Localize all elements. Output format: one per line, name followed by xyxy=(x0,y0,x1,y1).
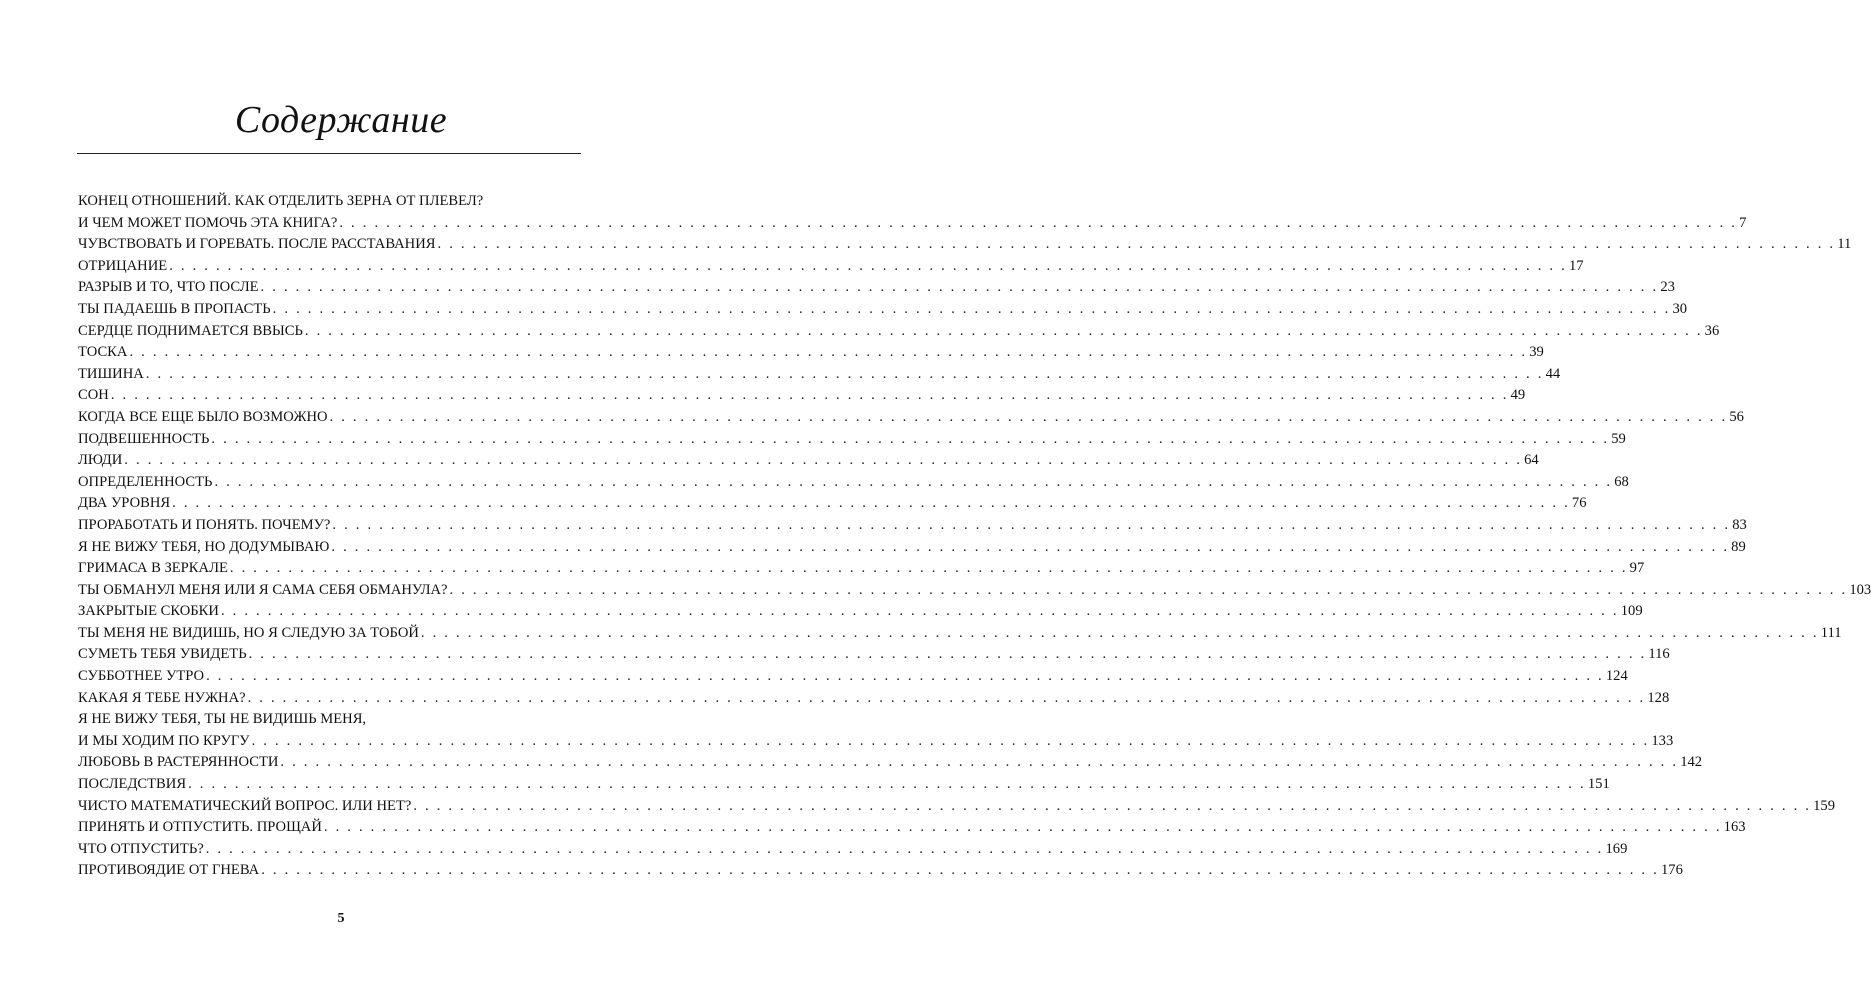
toc-entry-page: 30 xyxy=(1672,300,1688,317)
dot-leader: . . . . . . . . . . . . . . . . . . . . . . . . . . . . . . . . . . . . . . . . . . . . . . . . . . . . . . . . . . . . . . . . . . . . . . . . . . . . . . . . . . . . . . . . . . . . . . . . . . . . . . . . . . . . . . . . . . . . . . . . xyxy=(229,560,1628,577)
dot-leader: . . . . . . . . . . . . . . . . . . . . . . . . . . . . . . . . . . . . . . . . . . . . . . . . . . . . . . . . . . . . . . . . . . . . . . . . . . . . . . . . . . . . . . . . . . . . . . . . . . . . . . . . . . . . . . . . . . . . . . . . xyxy=(206,668,1604,685)
toc-entry xyxy=(78,234,1852,256)
toc-entry xyxy=(78,752,1703,774)
toc-entry xyxy=(78,709,580,731)
toc-entry-title: ОТРИЦАНИЕ xyxy=(78,257,168,274)
toc-entry-title: И ЧЕМ МОЖЕТ ПОМОЧЬ ЭТА КНИГА? xyxy=(78,214,338,231)
toc-entry-page: 151 xyxy=(1587,776,1610,793)
toc-entry-title: КОНЕЦ ОТНОШЕНИЙ. КАК ОТДЕЛИТЬ ЗЕРНА ОТ ПЛЕВЕЛ? xyxy=(78,193,484,209)
toc-entry xyxy=(78,493,1587,515)
toc-entry xyxy=(78,450,1539,472)
toc-entry-page: 11 xyxy=(1837,236,1852,253)
toc-entry-title: ЛЮДИ xyxy=(78,452,123,469)
toc-entry xyxy=(78,515,1747,537)
toc-entry-page: 133 xyxy=(1651,732,1674,749)
toc-entry-page: 76 xyxy=(1571,495,1587,512)
dot-leader: . . . . . . . . . . . . . . . . . . . . . . . . . . . . . . . . . . . . . . . . . . . . . . . . . . . . . . . . . . . . . . . . . . . . . . . . . . . . . . . . . . . . . . . . . . . . . . . . . . . . . . . . . . . . . . . . . . . . . . . . xyxy=(169,257,1567,274)
toc-entry-page: 49 xyxy=(1510,387,1526,404)
dot-leader: . . . . . . . . . . . . . . . . . . . . . . . . . . . . . . . . . . . . . . . . . . . . . . . . . . . . . . . . . . . . . . . . . . . . . . . . . . . . . . . . . . . . . . . . . . . . . . . . . . . . . . . . . . . . . . . . . . . . . . . . xyxy=(272,300,1671,317)
toc-entry-title: ПРОРАБОТАТЬ И ПОНЯТЬ. ПОЧЕМУ? xyxy=(78,516,331,533)
toc-entry-page: 39 xyxy=(1529,344,1544,361)
toc-entry xyxy=(78,342,1544,364)
toc-entry-page: 23 xyxy=(1660,279,1675,296)
toc-entry-page: 116 xyxy=(1648,646,1670,663)
toc-entry xyxy=(78,817,1746,839)
toc-entry-page: 36 xyxy=(1704,322,1720,339)
toc-entry-title: СОН xyxy=(78,387,109,404)
dot-leader: . . . . . . . . . . . . . . . . . . . . . . . . . . . . . . . . . . . . . . . . . . . . . . . . . . . . . . . . . . . . . . . . . . . . . . . . . . . . . . . . . . . . . . . . . . . . . . . . . . . . . . . . . . . . . . . . . . . . . . . . xyxy=(211,430,1610,447)
dot-leader: . . . . . . . . . . . . . . . . . . . . . . . . . . . . . . . . . . . . . . . . . . . . . . . . . . . . . . . . . . . . . . . . . . . . . . . . . . . . . . . . . . . . . . . . . . . . . . . . . . . . . . . . . . . . . . . . . . . . . . . . xyxy=(331,538,1730,555)
toc-entry-page: 109 xyxy=(1620,603,1643,620)
toc-entry xyxy=(78,429,1626,451)
toc-entry xyxy=(78,774,1610,796)
dot-leader: . . . . . . . . . . . . . . . . . . . . . . . . . . . . . . . . . . . . . . . . . . . . . . . . . . . . . . . . . . . . . . . . . . . . . . . . . . . . . . . . . . . . . . . . . . . . . . . . . . . . . . . . . . . . . . . . . . . . . . . . xyxy=(323,819,1722,836)
toc-entry xyxy=(78,731,1674,753)
toc-entry-page: 111 xyxy=(1820,624,1842,641)
toc-entry-page: 56 xyxy=(1729,408,1744,425)
toc-entry-page: 163 xyxy=(1723,819,1746,836)
dot-leader: . . . . . . . . . . . . . . . . . . . . . . . . . . . . . . . . . . . . . . . . . . . . . . . . . . . . . . . . . . . . . . . . . . . . . . . . . . . . . . . . . . . . . . . . . . . . . . . . . . . . . . . . . . . . . . . . . . . . . . . . xyxy=(339,214,1738,231)
toc-entry-title: ТИШИНА xyxy=(78,365,144,382)
toc-entry-page: 124 xyxy=(1605,668,1628,685)
dot-leader: . . . . . . . . . . . . . . . . . . . . . . . . . . . . . . . . . . . . . . . . . . . . . . . . . . . . . . . . . . . . . . . . . . . . . . . . . . . . . . . . . . . . . . . . . . . . . . . . . . . . . . . . . . . . . . . . . . . . . . . . xyxy=(110,387,1509,404)
dot-leader: . . . . . . . . . . . . . . . . . . . . . . . . . . . . . . . . . . . . . . . . . . . . . . . . . . . . . . . . . . . . . . . . . . . . . . . . . . . . . . . . . . . . . . . . . . . . . . . . . . . . . . . . . . . . . . . . . . . . . . . . xyxy=(124,452,1523,469)
toc-entry-page: 142 xyxy=(1680,754,1703,771)
toc-entry xyxy=(78,601,1643,623)
toc-entry-title: ПРОТИВОЯДИЕ ОТ ГНЕВА xyxy=(78,862,260,879)
dot-leader: . . . . . . . . . . . . . . . . . . . . . . . . . . . . . . . . . . . . . . . . . . . . . . . . . . . . . . . . . . . . . . . . . . . . . . . . . . . . . . . . . . . . . . . . . . . . . . . . . . . . . . . . . . . . . . . . . . . . . . . . xyxy=(220,603,1619,620)
toc-entry xyxy=(78,277,1675,299)
toc-entry-title: ПОДВЕШЕННОСТЬ xyxy=(78,430,210,447)
toc-entry-page: 169 xyxy=(1605,840,1628,857)
toc-entry-title: ТЫ МЕНЯ НЕ ВИДИШЬ, НО Я СЛЕДУЮ ЗА ТОБОЙ xyxy=(78,624,419,641)
toc-entry-title: ЧИСТО МАТЕМАТИЧЕСКИЙ ВОПРОС. ИЛИ НЕТ? xyxy=(78,797,412,814)
toc-entry xyxy=(78,666,1628,688)
dot-leader: . . . . . . . . . . . . . . . . . . . . . . . . . . . . . . . . . . . . . . . . . . . . . . . . . . . . . . . . . . . . . . . . . . . . . . . . . . . . . . . . . . . . . . . . . . . . . . . . . . . . . . . . . . . . . . . . . . . . . . . . xyxy=(145,365,1544,382)
table-of-contents xyxy=(78,191,1871,882)
dot-leader: . . . . . . . . . . . . . . . . . . . . . . . . . . . . . . . . . . . . . . . . . . . . . . . . . . . . . . . . . . . . . . . . . . . . . . . . . . . . . . . . . . . . . . . . . . . . . . . . . . . . . . . . . . . . . . . . . . . . . . . . xyxy=(437,236,1836,253)
toc-entry xyxy=(78,644,1670,666)
toc-entry xyxy=(78,688,1670,710)
toc-entry xyxy=(78,385,1526,407)
page-number: 5 xyxy=(337,911,345,926)
toc-entry-page: 68 xyxy=(1614,473,1629,490)
toc-entry xyxy=(78,256,1584,278)
toc-entry-title: Я НЕ ВИЖУ ТЕБЯ, НО ДОДУМЫВАЮ xyxy=(78,538,330,555)
toc-entry xyxy=(78,796,1836,818)
dot-leader: . . . . . . . . . . . . . . . . . . . . . . . . . . . . . . . . . . . . . . . . . . . . . . . . . . . . . . . . . . . . . . . . . . . . . . . . . . . . . . . . . . . . . . . . . . . . . . . . . . . . . . . . . . . . . . . . . . . . . . . . xyxy=(304,322,1703,339)
dot-leader: . . . . . . . . . . . . . . . . . . . . . . . . . . . . . . . . . . . . . . . . . . . . . . . . . . . . . . . . . . . . . . . . . . . . . . . . . . . . . . . . . . . . . . . . . . . . . . . . . . . . . . . . . . . . . . . . . . . . . . . . xyxy=(129,344,1528,361)
toc-entry-title: ПРИНЯТЬ И ОТПУСТИТЬ. ПРОЩАЙ xyxy=(78,819,322,836)
toc-entry-page: 64 xyxy=(1524,452,1539,469)
toc-entry-page: 17 xyxy=(1568,257,1584,274)
toc-entry xyxy=(78,191,580,213)
toc-entry-title: СУББОТНЕЕ УТРО xyxy=(78,668,205,685)
toc-entry-page: 89 xyxy=(1731,538,1746,555)
toc-entry-page: 83 xyxy=(1732,516,1747,533)
dot-leader: . . . . . . . . . . . . . . . . . . . . . . . . . . . . . . . . . . . . . . . . . . . . . . . . . . . . . . . . . . . . . . . . . . . . . . . . . . . . . . . . . . . . . . . . . . . . . . . . . . . . . . . . . . . . . . . . . . . . . . . . xyxy=(329,408,1728,425)
toc-entry xyxy=(78,213,1747,235)
dot-leader: . . . . . . . . . . . . . . . . . . . . . . . . . . . . . . . . . . . . . . . . . . . . . . . . . . . . . . . . . . . . . . . . . . . . . . . . . . . . . . . . . . . . . . . . . . . . . . . . . . . . . . . . . . . . . . . . . . . . . . . . xyxy=(205,840,1604,857)
dot-leader: . . . . . . . . . . . . . . . . . . . . . . . . . . . . . . . . . . . . . . . . . . . . . . . . . . . . . . . . . . . . . . . . . . . . . . . . . . . . . . . . . . . . . . . . . . . . . . . . . . . . . . . . . . . . . . . . . . . . . . . . xyxy=(260,279,1659,296)
toc-entry-page: 59 xyxy=(1611,430,1626,447)
dot-leader: . . . . . . . . . . . . . . . . . . . . . . . . . . . . . . . . . . . . . . . . . . . . . . . . . . . . . . . . . . . . . . . . . . . . . . . . . . . . . . . . . . . . . . . . . . . . . . . . . . . . . . . . . . . . . . . . . . . . . . . . xyxy=(251,732,1650,749)
dot-leader: . . . . . . . . . . . . . . . . . . . . . . . . . . . . . . . . . . . . . . . . . . . . . . . . . . . . . . . . . . . . . . . . . . . . . . . . . . . . . . . . . . . . . . . . . . . . . . . . . . . . . . . . . . . . . . . . . . . . . . . . xyxy=(280,754,1679,771)
toc-entry-title: ТОСКА xyxy=(78,344,128,361)
toc-entry xyxy=(78,839,1628,861)
toc-entry-page: 176 xyxy=(1660,862,1683,879)
toc-entry xyxy=(78,623,1842,645)
toc-entry xyxy=(78,580,1871,602)
dot-leader: . . . . . . . . . . . . . . . . . . . . . . . . . . . . . . . . . . . . . . . . . . . . . . . . . . . . . . . . . . . . . . . . . . . . . . . . . . . . . . . . . . . . . . . . . . . . . . . . . . . . . . . . . . . . . . . . . . . . . . . . xyxy=(449,581,1848,598)
dot-leader: . . . . . . . . . . . . . . . . . . . . . . . . . . . . . . . . . . . . . . . . . . . . . . . . . . . . . . . . . . . . . . . . . . . . . . . . . . . . . . . . . . . . . . . . . . . . . . . . . . . . . . . . . . . . . . . . . . . . . . . . xyxy=(413,797,1812,814)
dot-leader: . . . . . . . . . . . . . . . . . . . . . . . . . . . . . . . . . . . . . . . . . . . . . . . . . . . . . . . . . . . . . . . . . . . . . . . . . . . . . . . . . . . . . . . . . . . . . . . . . . . . . . . . . . . . . . . . . . . . . . . . xyxy=(248,646,1647,663)
toc-entry xyxy=(78,299,1688,321)
toc-entry xyxy=(78,364,1561,386)
toc-entry-page: 128 xyxy=(1647,689,1670,706)
toc-entry-page: 159 xyxy=(1813,797,1836,814)
toc-entry-title: ТЫ ПАДАЕШЬ В ПРОПАСТЬ xyxy=(78,300,271,317)
toc-entry-title: КАКАЯ Я ТЕБЕ НУЖНА? xyxy=(78,689,246,706)
toc-entry-title: СЕРДЦЕ ПОДНИМАЕТСЯ ВВЫСЬ xyxy=(78,322,303,339)
toc-entry xyxy=(78,321,1720,343)
toc-entry-page: 97 xyxy=(1629,560,1645,577)
toc-entry xyxy=(78,558,1645,580)
toc-entry-title: ПОСЛЕДСТВИЯ xyxy=(78,776,187,793)
dot-leader: . . . . . . . . . . . . . . . . . . . . . . . . . . . . . . . . . . . . . . . . . . . . . . . . . . . . . . . . . . . . . . . . . . . . . . . . . . . . . . . . . . . . . . . . . . . . . . . . . . . . . . . . . . . . . . . . . . . . . . . . xyxy=(261,862,1659,879)
title-divider xyxy=(77,153,581,154)
dot-leader: . . . . . . . . . . . . . . . . . . . . . . . . . . . . . . . . . . . . . . . . . . . . . . . . . . . . . . . . . . . . . . . . . . . . . . . . . . . . . . . . . . . . . . . . . . . . . . . . . . . . . . . . . . . . . . . . . . . . . . . . xyxy=(332,516,1731,533)
toc-entry-page: 7 xyxy=(1739,214,1747,231)
dot-leader: . . . . . . . . . . . . . . . . . . . . . . . . . . . . . . . . . . . . . . . . . . . . . . . . . . . . . . . . . . . . . . . . . . . . . . . . . . . . . . . . . . . . . . . . . . . . . . . . . . . . . . . . . . . . . . . . . . . . . . . . xyxy=(214,473,1613,490)
toc-entry-title: И МЫ ХОДИМ ПО КРУГУ xyxy=(78,732,250,749)
toc-entry-title: ТЫ ОБМАНУЛ МЕНЯ ИЛИ Я САМА СЕБЯ ОБМАНУЛА? xyxy=(78,581,448,598)
toc-entry-title: РАЗРЫВ И ТО, ЧТО ПОСЛЕ xyxy=(78,279,259,296)
toc-entry xyxy=(78,537,1746,559)
toc-entry-title: ЛЮБОВЬ В РАСТЕРЯННОСТИ xyxy=(78,754,279,771)
toc-entry-title: ДВА УРОВНЯ xyxy=(78,495,171,512)
toc-entry-title: ОПРЕДЕЛЕННОСТЬ xyxy=(78,473,213,490)
toc-entry-title: ЧУВСТВОВАТЬ И ГОРЕВАТЬ. ПОСЛЕ РАССТАВАНИЯ xyxy=(78,236,436,253)
toc-entry-title: ГРИМАСА В ЗЕРКАЛЕ xyxy=(78,560,228,577)
toc-entry-title: КОГДА ВСЕ ЕЩЕ БЫЛО ВОЗМОЖНО xyxy=(78,408,328,425)
toc-entry-title: Я НЕ ВИЖУ ТЕБЯ, ТЫ НЕ ВИДИШЬ МЕНЯ, xyxy=(78,711,367,728)
toc-entry xyxy=(78,472,1629,494)
toc-entry-title: ЧТО ОТПУСТИТЬ? xyxy=(78,840,204,857)
toc-entry xyxy=(78,860,1683,882)
toc-entry-page: 103 xyxy=(1849,581,1871,598)
dot-leader: . . . . . . . . . . . . . . . . . . . . . . . . . . . . . . . . . . . . . . . . . . . . . . . . . . . . . . . . . . . . . . . . . . . . . . . . . . . . . . . . . . . . . . . . . . . . . . . . . . . . . . . . . . . . . . . . . . . . . . . . xyxy=(172,495,1570,512)
toc-entry xyxy=(78,407,1744,429)
dot-leader: . . . . . . . . . . . . . . . . . . . . . . . . . . . . . . . . . . . . . . . . . . . . . . . . . . . . . . . . . . . . . . . . . . . . . . . . . . . . . . . . . . . . . . . . . . . . . . . . . . . . . . . . . . . . . . . . . . . . . . . . xyxy=(420,624,1819,641)
dot-leader: . . . . . . . . . . . . . . . . . . . . . . . . . . . . . . . . . . . . . . . . . . . . . . . . . . . . . . . . . . . . . . . . . . . . . . . . . . . . . . . . . . . . . . . . . . . . . . . . . . . . . . . . . . . . . . . . . . . . . . . . xyxy=(188,776,1586,793)
toc-entry-page: 44 xyxy=(1545,365,1561,382)
dot-leader: . . . . . . . . . . . . . . . . . . . . . . . . . . . . . . . . . . . . . . . . . . . . . . . . . . . . . . . . . . . . . . . . . . . . . . . . . . . . . . . . . . . . . . . . . . . . . . . . . . . . . . . . . . . . . . . . . . . . . . . . xyxy=(247,689,1646,706)
page-title: Содержание xyxy=(234,99,448,141)
toc-entry-title: СУМЕТЬ ТЕБЯ УВИДЕТЬ xyxy=(78,646,247,663)
toc-entry-title: ЗАКРЫТЫЕ СКОБКИ xyxy=(78,603,219,620)
